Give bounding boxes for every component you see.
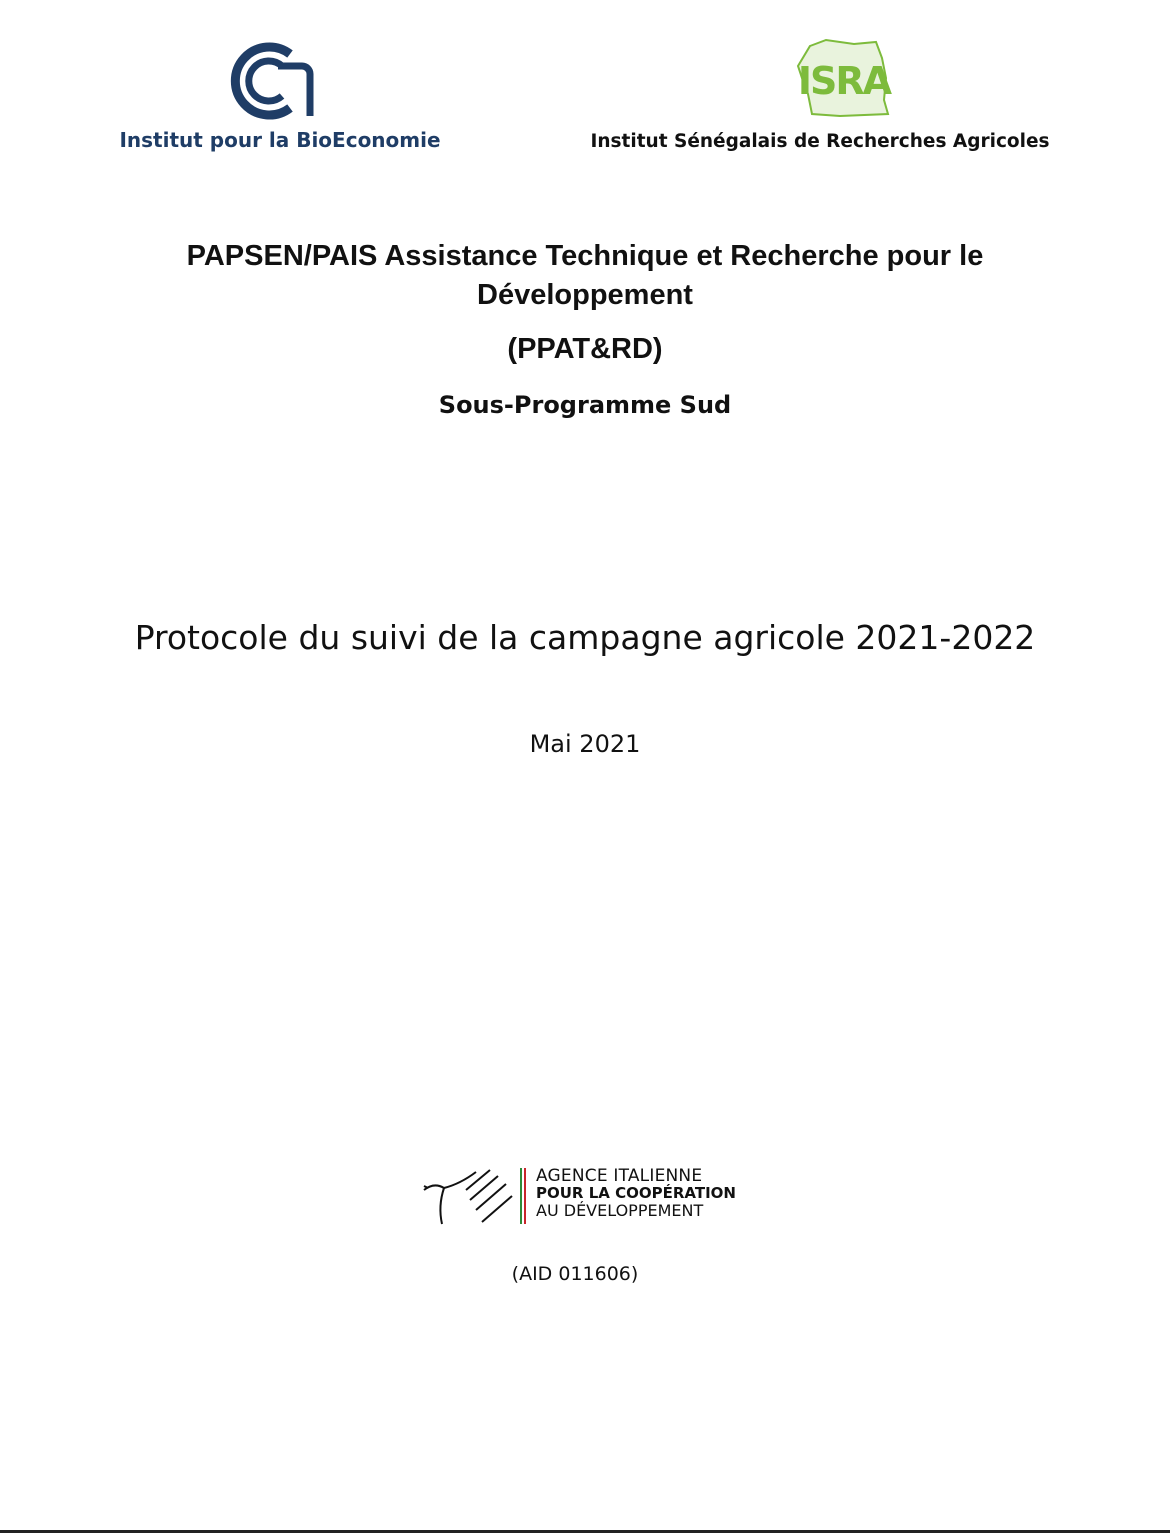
cnr-logo-icon (222, 40, 314, 122)
right-institution-name: Institut Sénégalais de Recherches Agricoles (590, 131, 1050, 152)
agency-name-line-3: AU DÉVELOPPEMENT (536, 1201, 704, 1220)
aid-reference: (AID 011606) (511, 1263, 639, 1285)
agency-name (536, 1168, 756, 1219)
svg-text:ISRA: ISRA (797, 59, 891, 103)
document-date: Mai 2021 (529, 730, 641, 758)
page-bottom-border (0, 1530, 1170, 1533)
dove-icon (420, 1166, 516, 1228)
left-institution-name: Institut pour la BioEconomie (119, 128, 441, 152)
aics-logo (420, 1166, 740, 1230)
agency-name-line-2: POUR LA COOPÉRATION (536, 1184, 736, 1202)
subprogram-title: Sous-Programme Sud (438, 391, 732, 419)
program-title-line-2: Développement (477, 279, 693, 311)
isra-logo-icon (796, 38, 892, 118)
protocol-title: Protocole du suivi de la campagne agricole 2021-2022 (134, 618, 1036, 657)
italian-flag-stripe (520, 1168, 526, 1224)
program-title-line-1: PAPSEN/PAIS Assistance Technique et Recherche pour le (186, 240, 984, 272)
agency-name-line-1: AGENCE ITALIENNE (536, 1166, 703, 1186)
program-acronym: (PPAT&RD) (507, 333, 663, 365)
